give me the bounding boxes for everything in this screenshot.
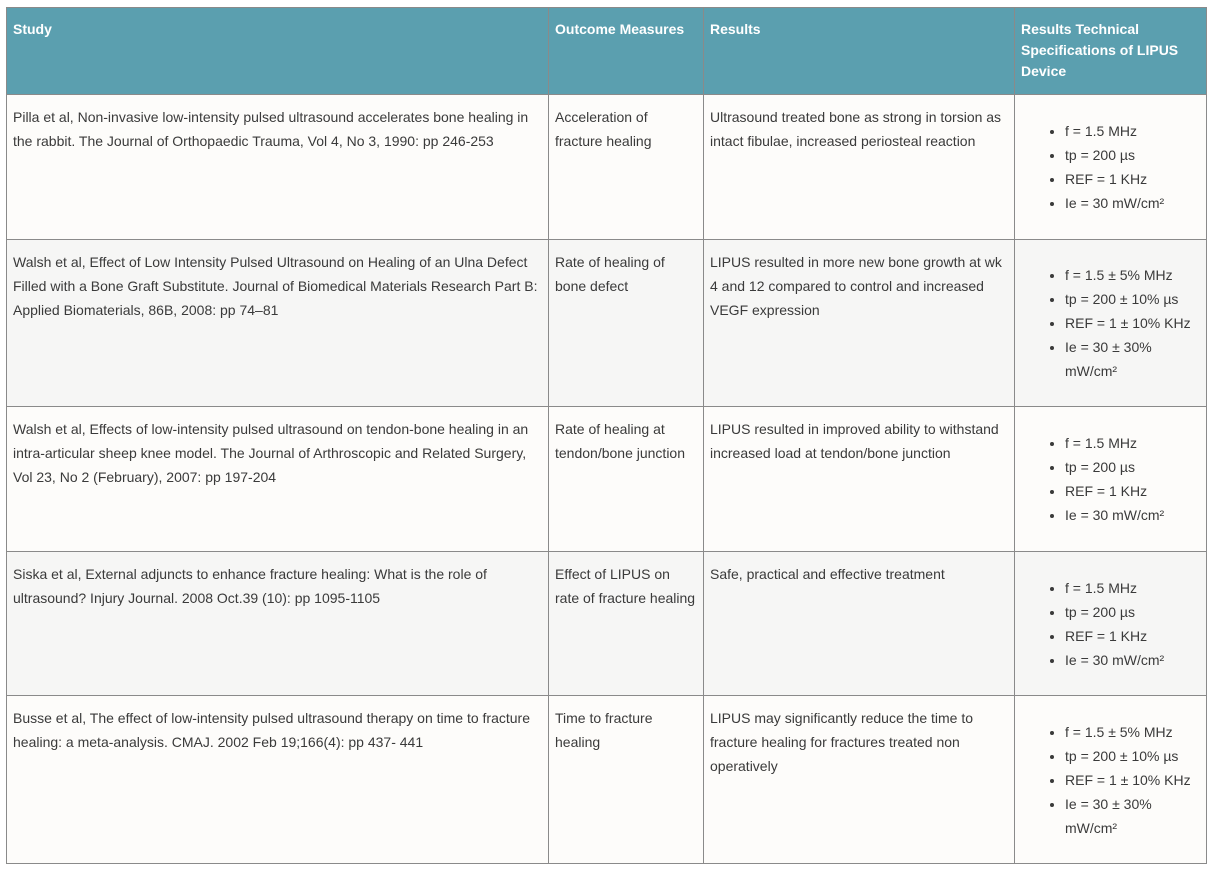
- spec-item: • tp = 200 µs: [1065, 455, 1200, 479]
- table-row: [7, 95, 1207, 240]
- cell-study: Siska et al, External adjuncts to enhance fracture healing: What is the role of ultrasound? Injury Journal. 2008 Oct.39 (10): pp 1095-1105: [7, 552, 549, 696]
- header-results: Results: [704, 8, 1015, 95]
- spec-item: • tp = 200 ± 10% µs: [1065, 744, 1200, 768]
- table-row: [7, 240, 1207, 407]
- cell-results: LIPUS resulted in improved ability to withstand increased load at tendon/bone junction: [704, 407, 1015, 552]
- lipus-studies-table: [6, 7, 1207, 864]
- cell-outcome: Rate of healing of bone defect: [549, 240, 704, 407]
- cell-outcome: Effect of LIPUS on rate of fracture healing: [549, 552, 704, 696]
- spec-item: • REF = 1 KHz: [1065, 624, 1200, 648]
- spec-list: [1021, 576, 1200, 672]
- cell-results: Ultrasound treated bone as strong in torsion as intact fibulae, increased periosteal reaction: [704, 95, 1015, 240]
- spec-item: • Ie = 30 mW/cm²: [1065, 648, 1200, 672]
- cell-specs: [1015, 407, 1207, 552]
- spec-item: • REF = 1 ± 10% KHz: [1065, 768, 1200, 792]
- cell-study: Walsh et al, Effects of low-intensity pulsed ultrasound on tendon-bone healing in an intra-articular sheep knee model. The Journal of Arthroscopic and Related Surgery, Vol 23, No 2 (February), 2007: pp 197-204: [7, 407, 549, 552]
- table-row: [7, 552, 1207, 696]
- spec-item: • tp = 200 µs: [1065, 143, 1200, 167]
- spec-item: • tp = 200 µs: [1065, 600, 1200, 624]
- spec-list: [1021, 263, 1200, 383]
- cell-results: LIPUS may significantly reduce the time to fracture healing for fractures treated non operatively: [704, 696, 1015, 864]
- spec-item: • REF = 1 KHz: [1065, 479, 1200, 503]
- spec-item: • Ie = 30 mW/cm²: [1065, 503, 1200, 527]
- spec-item: • REF = 1 ± 10% KHz: [1065, 311, 1200, 335]
- spec-item: • REF = 1 KHz: [1065, 167, 1200, 191]
- spec-list: [1021, 431, 1200, 527]
- cell-study: Busse et al, The effect of low-intensity pulsed ultrasound therapy on time to fracture healing: a meta-analysis. CMAJ. 2002 Feb 19;166(4): pp 437- 441: [7, 696, 549, 864]
- spec-item: • Ie = 30 mW/cm²: [1065, 191, 1200, 215]
- table-header: [7, 8, 1207, 95]
- cell-outcome: Rate of healing at tendon/bone junction: [549, 407, 704, 552]
- spec-item: • Ie = 30 ± 30% mW/cm²: [1065, 792, 1200, 840]
- header-technical-specs: Results Technical Specifications of LIPUS Device: [1015, 8, 1207, 95]
- table-body: [7, 95, 1207, 864]
- cell-results: LIPUS resulted in more new bone growth at wk 4 and 12 compared to control and increased VEGF expression: [704, 240, 1015, 407]
- cell-study: Pilla et al, Non-invasive low-intensity pulsed ultrasound accelerates bone healing in the rabbit. The Journal of Orthopaedic Trauma, Vol 4, No 3, 1990: pp 246-253: [7, 95, 549, 240]
- spec-list: [1021, 720, 1200, 840]
- cell-specs: [1015, 95, 1207, 240]
- cell-specs: [1015, 552, 1207, 696]
- spec-item: • tp = 200 ± 10% µs: [1065, 287, 1200, 311]
- cell-results: Safe, practical and effective treatment: [704, 552, 1015, 696]
- spec-item: • f = 1.5 MHz: [1065, 119, 1200, 143]
- table-row: [7, 407, 1207, 552]
- spec-item: • Ie = 30 ± 30% mW/cm²: [1065, 335, 1200, 383]
- cell-specs: [1015, 240, 1207, 407]
- cell-outcome: Time to fracture healing: [549, 696, 704, 864]
- cell-study: Walsh et al, Effect of Low Intensity Pulsed Ultrasound on Healing of an Ulna Defect Filled with a Bone Graft Substitute. Journal of Biomedical Materials Research Part B: Applied Biomaterials, 86B, 2008: pp 74–81: [7, 240, 549, 407]
- spec-item: • f = 1.5 MHz: [1065, 576, 1200, 600]
- cell-specs: [1015, 696, 1207, 864]
- spec-item: • f = 1.5 ± 5% MHz: [1065, 720, 1200, 744]
- header-row: [7, 8, 1207, 95]
- table-row: [7, 696, 1207, 864]
- cell-outcome: Acceleration of fracture healing: [549, 95, 704, 240]
- header-outcome-measures: Outcome Measures: [549, 8, 704, 95]
- spec-item: • f = 1.5 ± 5% MHz: [1065, 263, 1200, 287]
- spec-item: • f = 1.5 MHz: [1065, 431, 1200, 455]
- lipus-studies-table-container: [6, 7, 1206, 864]
- header-study: Study: [7, 8, 549, 95]
- spec-list: [1021, 119, 1200, 215]
